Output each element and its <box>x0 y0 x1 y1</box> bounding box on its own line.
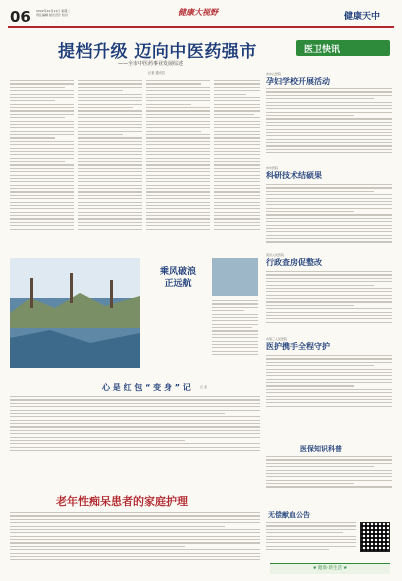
brief-kicker: 市中心医院 <box>266 72 282 76</box>
middle-article-title: 心 是 红 包 “ 变 身 ” 记 <box>102 383 191 392</box>
middle-article-text <box>10 396 260 464</box>
brief-kicker: 市第三人民医院 <box>266 337 288 341</box>
lead-subtitle: ——全市中医药事业发展综述 <box>118 61 184 67</box>
editor-text: 责任编辑 版式设计 校对 <box>36 13 68 17</box>
brief-2 <box>266 166 394 181</box>
brief-4-text <box>266 355 392 413</box>
lead-column-2 <box>78 80 142 248</box>
science-title: 医保知识科普 <box>300 445 342 453</box>
news-box-title: 医卫快讯 <box>304 45 341 55</box>
brief-3-text <box>266 271 392 329</box>
page-number: 06 <box>10 8 31 26</box>
notice-title: 无偿献血公告 <box>268 511 310 519</box>
brief-4 <box>266 337 394 352</box>
brief-kicker: 市中医院 <box>266 166 279 170</box>
lead-column-1 <box>10 80 74 248</box>
date-text: 2022年10月11日 星期二 <box>36 9 71 13</box>
lead-column-3 <box>146 80 210 248</box>
photo-caption-text <box>212 300 258 368</box>
lead-byline: 记者 通讯员 <box>148 71 165 75</box>
bottom-banner: ❦ 健康·新生活 ❦ <box>270 563 390 574</box>
middle-article-byline: 记 者 <box>200 385 207 389</box>
lead-title: 提档升级 迈向中医药强市 <box>58 42 257 62</box>
lead-column-4 <box>214 80 260 248</box>
photo-image-2 <box>212 258 258 296</box>
qr-code <box>360 522 390 552</box>
brief-title: 医护携手全程守护 <box>266 342 330 351</box>
masthead-logo: 健康大视野 <box>178 8 218 17</box>
brief-1-text <box>266 88 392 158</box>
bottom-article-title: 老年性痴呆患者的家庭护理 <box>56 495 188 508</box>
section-title: 健康天中 <box>344 12 381 22</box>
brief-2-text <box>266 184 392 246</box>
brief-3 <box>266 253 394 268</box>
brief-title: 科研技术结硕果 <box>266 171 322 180</box>
brief-title: 孕妇学校开展活动 <box>266 77 330 86</box>
notice-text <box>266 522 356 562</box>
photo-caption-title: 乘风破浪 正远航 <box>159 267 196 289</box>
brief-title: 行政查房促整改 <box>266 258 322 267</box>
river-photo <box>10 258 140 368</box>
science-text <box>266 456 392 496</box>
header-rule <box>8 26 394 28</box>
bottom-article-text <box>10 512 260 574</box>
date-line <box>36 9 126 17</box>
brief-1 <box>266 72 394 87</box>
brief-kicker: 某县人民医院 <box>266 253 285 257</box>
